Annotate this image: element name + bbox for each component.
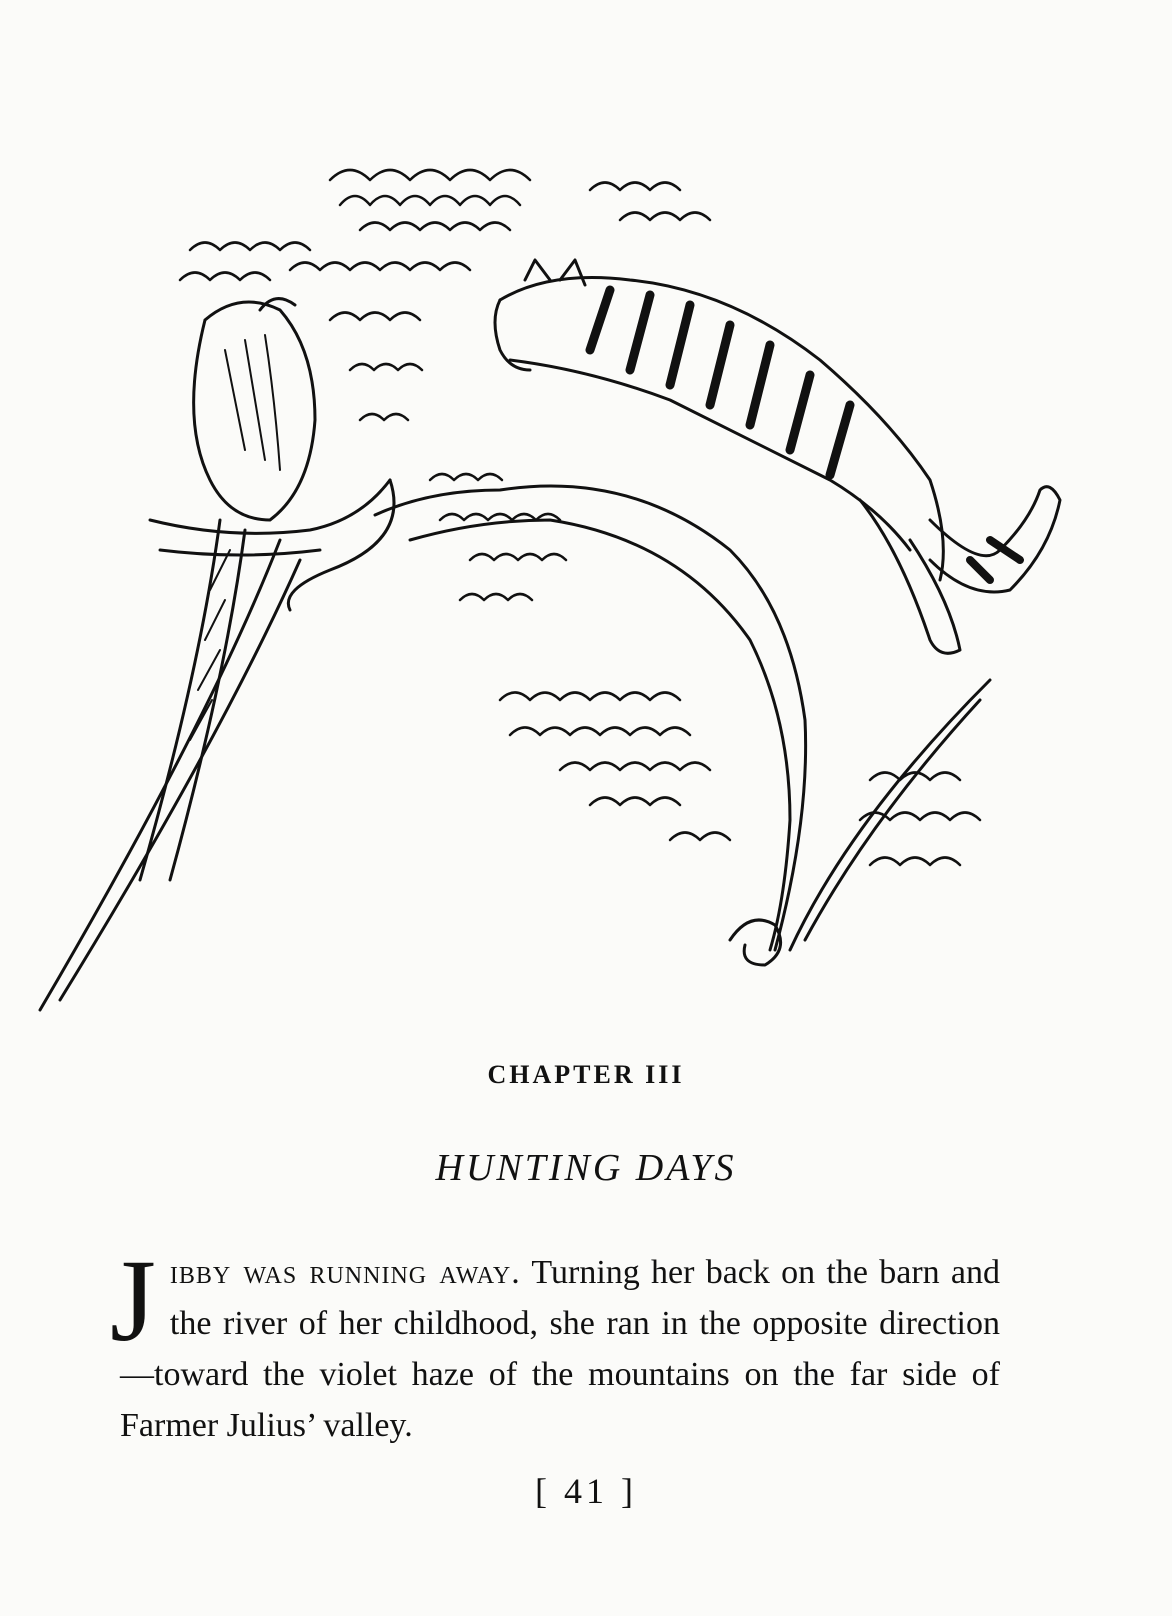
chapter-heading: CHAPTER III: [487, 1060, 685, 1089]
chapter-title: HUNTING DAYS: [435, 1147, 737, 1189]
drop-cap: J: [110, 1235, 156, 1366]
page-number: [ 41 ]: [535, 1471, 637, 1511]
body-paragraph: [110, 1235, 1000, 1451]
illustration-cat-and-pheasant: [30, 120, 1090, 1050]
body-text: Turning her back on the barn and the river of her childhood, she ran in the opposite direction—toward the violet haze of the mountains on the far side of Farmer Julius’ valley.: [120, 1254, 1000, 1444]
lead-in: ibby was running away.: [169, 1254, 521, 1291]
